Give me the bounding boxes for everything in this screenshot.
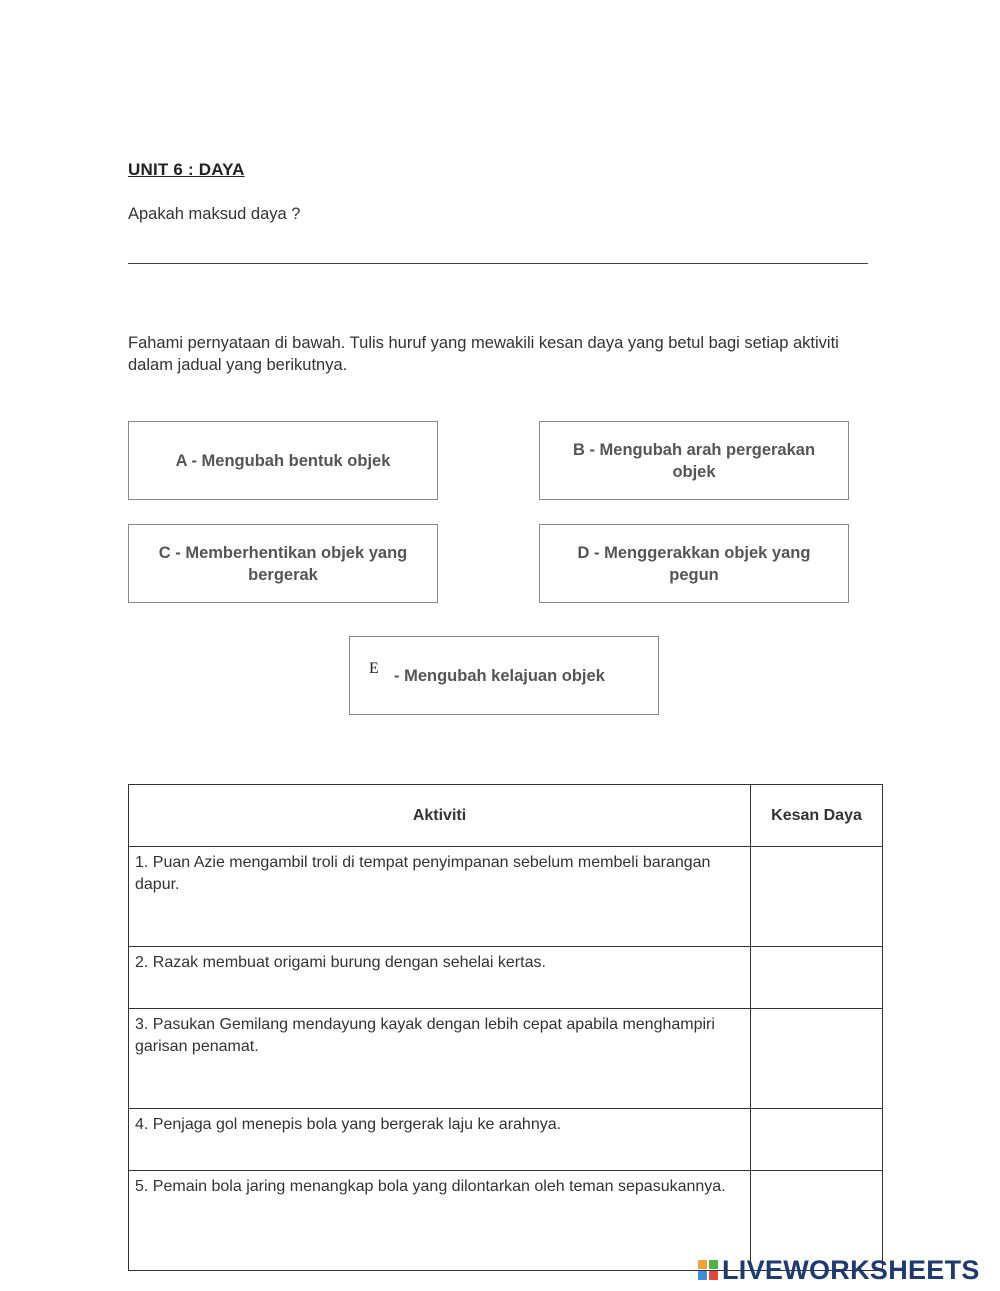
- activity-cell: [129, 947, 751, 1009]
- option-e-box: [349, 636, 659, 715]
- answer-cell-1[interactable]: [751, 847, 883, 947]
- option-b-label-line1: B - Mengubah arah pergerakan: [572, 440, 816, 459]
- header-activity: Aktiviti: [129, 785, 751, 847]
- answer-cell-2[interactable]: [751, 947, 883, 1009]
- option-a-label: A - Mengubah bentuk objek: [175, 451, 391, 470]
- option-a-box: [128, 421, 438, 500]
- activity-number: 3.: [135, 1016, 149, 1033]
- option-c-box: [128, 524, 438, 603]
- unit-title: UNIT 6 : DAYA: [128, 160, 245, 179]
- activity-text: Pasukan Gemilang mendayung kayak dengan lebih cepat apabila menghampiri garisan penamat.: [135, 1016, 715, 1055]
- liveworksheets-logo: [698, 1252, 980, 1288]
- activity-text: Penjaga gol menepis bola yang bergerak laju ke arahnya.: [152, 1116, 562, 1133]
- activity-number: 5.: [135, 1178, 149, 1195]
- activity-text: Puan Azie mengambil troli di tempat penyimpanan sebelum membeli barangan dapur.: [135, 854, 711, 893]
- activity-text: Pemain bola jaring menangkap bola yang dilontarkan oleh teman sepasukannya.: [152, 1178, 726, 1195]
- activity-number: 2.: [135, 954, 149, 971]
- activity-cell: [129, 1109, 751, 1171]
- activity-number: 1.: [135, 854, 149, 871]
- table-row: [129, 947, 883, 1009]
- logo-square: [709, 1271, 718, 1280]
- option-d-label-line2: pegun: [669, 565, 719, 584]
- logo-square: [698, 1271, 707, 1280]
- option-d-label-line1: D - Menggerakkan objek yang: [577, 543, 811, 562]
- option-c-label-line2: bergerak: [248, 565, 318, 584]
- question-text: Apakah maksud daya ?: [128, 205, 301, 223]
- table-row: [129, 1009, 883, 1109]
- option-b-label-line2: objek: [672, 462, 716, 481]
- option-e-label: - Mengubah kelajuan objek: [394, 667, 605, 685]
- activity-table: [128, 784, 883, 1271]
- option-d-box: [539, 524, 849, 603]
- table-row: [129, 847, 883, 947]
- answer-line[interactable]: [128, 263, 868, 264]
- option-b-box: [539, 421, 849, 500]
- logo-square: [709, 1260, 718, 1269]
- answer-cell-3[interactable]: [751, 1009, 883, 1109]
- option-c-label-line1: C - Memberhentikan objek yang: [158, 543, 408, 562]
- table-row: [129, 1109, 883, 1171]
- instruction-text: Fahami pernyataan di bawah. Tulis huruf yang mewakili kesan daya yang betul bagi setiap aktiviti dalam jadual yang berikutnya.: [128, 334, 839, 374]
- activity-text: Razak membuat origami burung dengan sehelai kertas.: [152, 954, 546, 971]
- activity-number: 4.: [135, 1116, 149, 1133]
- activity-cell: [129, 847, 751, 947]
- logo-square: [698, 1260, 707, 1269]
- logo-text: LIVEWORKSHEETS: [722, 1254, 980, 1285]
- activity-cell: [129, 1009, 751, 1109]
- header-effect: Kesan Daya: [751, 785, 883, 847]
- activity-cell: [129, 1171, 751, 1271]
- answer-cell-4[interactable]: [751, 1109, 883, 1171]
- option-e-letter: E: [369, 660, 379, 677]
- logo-squares-icon: [698, 1260, 718, 1280]
